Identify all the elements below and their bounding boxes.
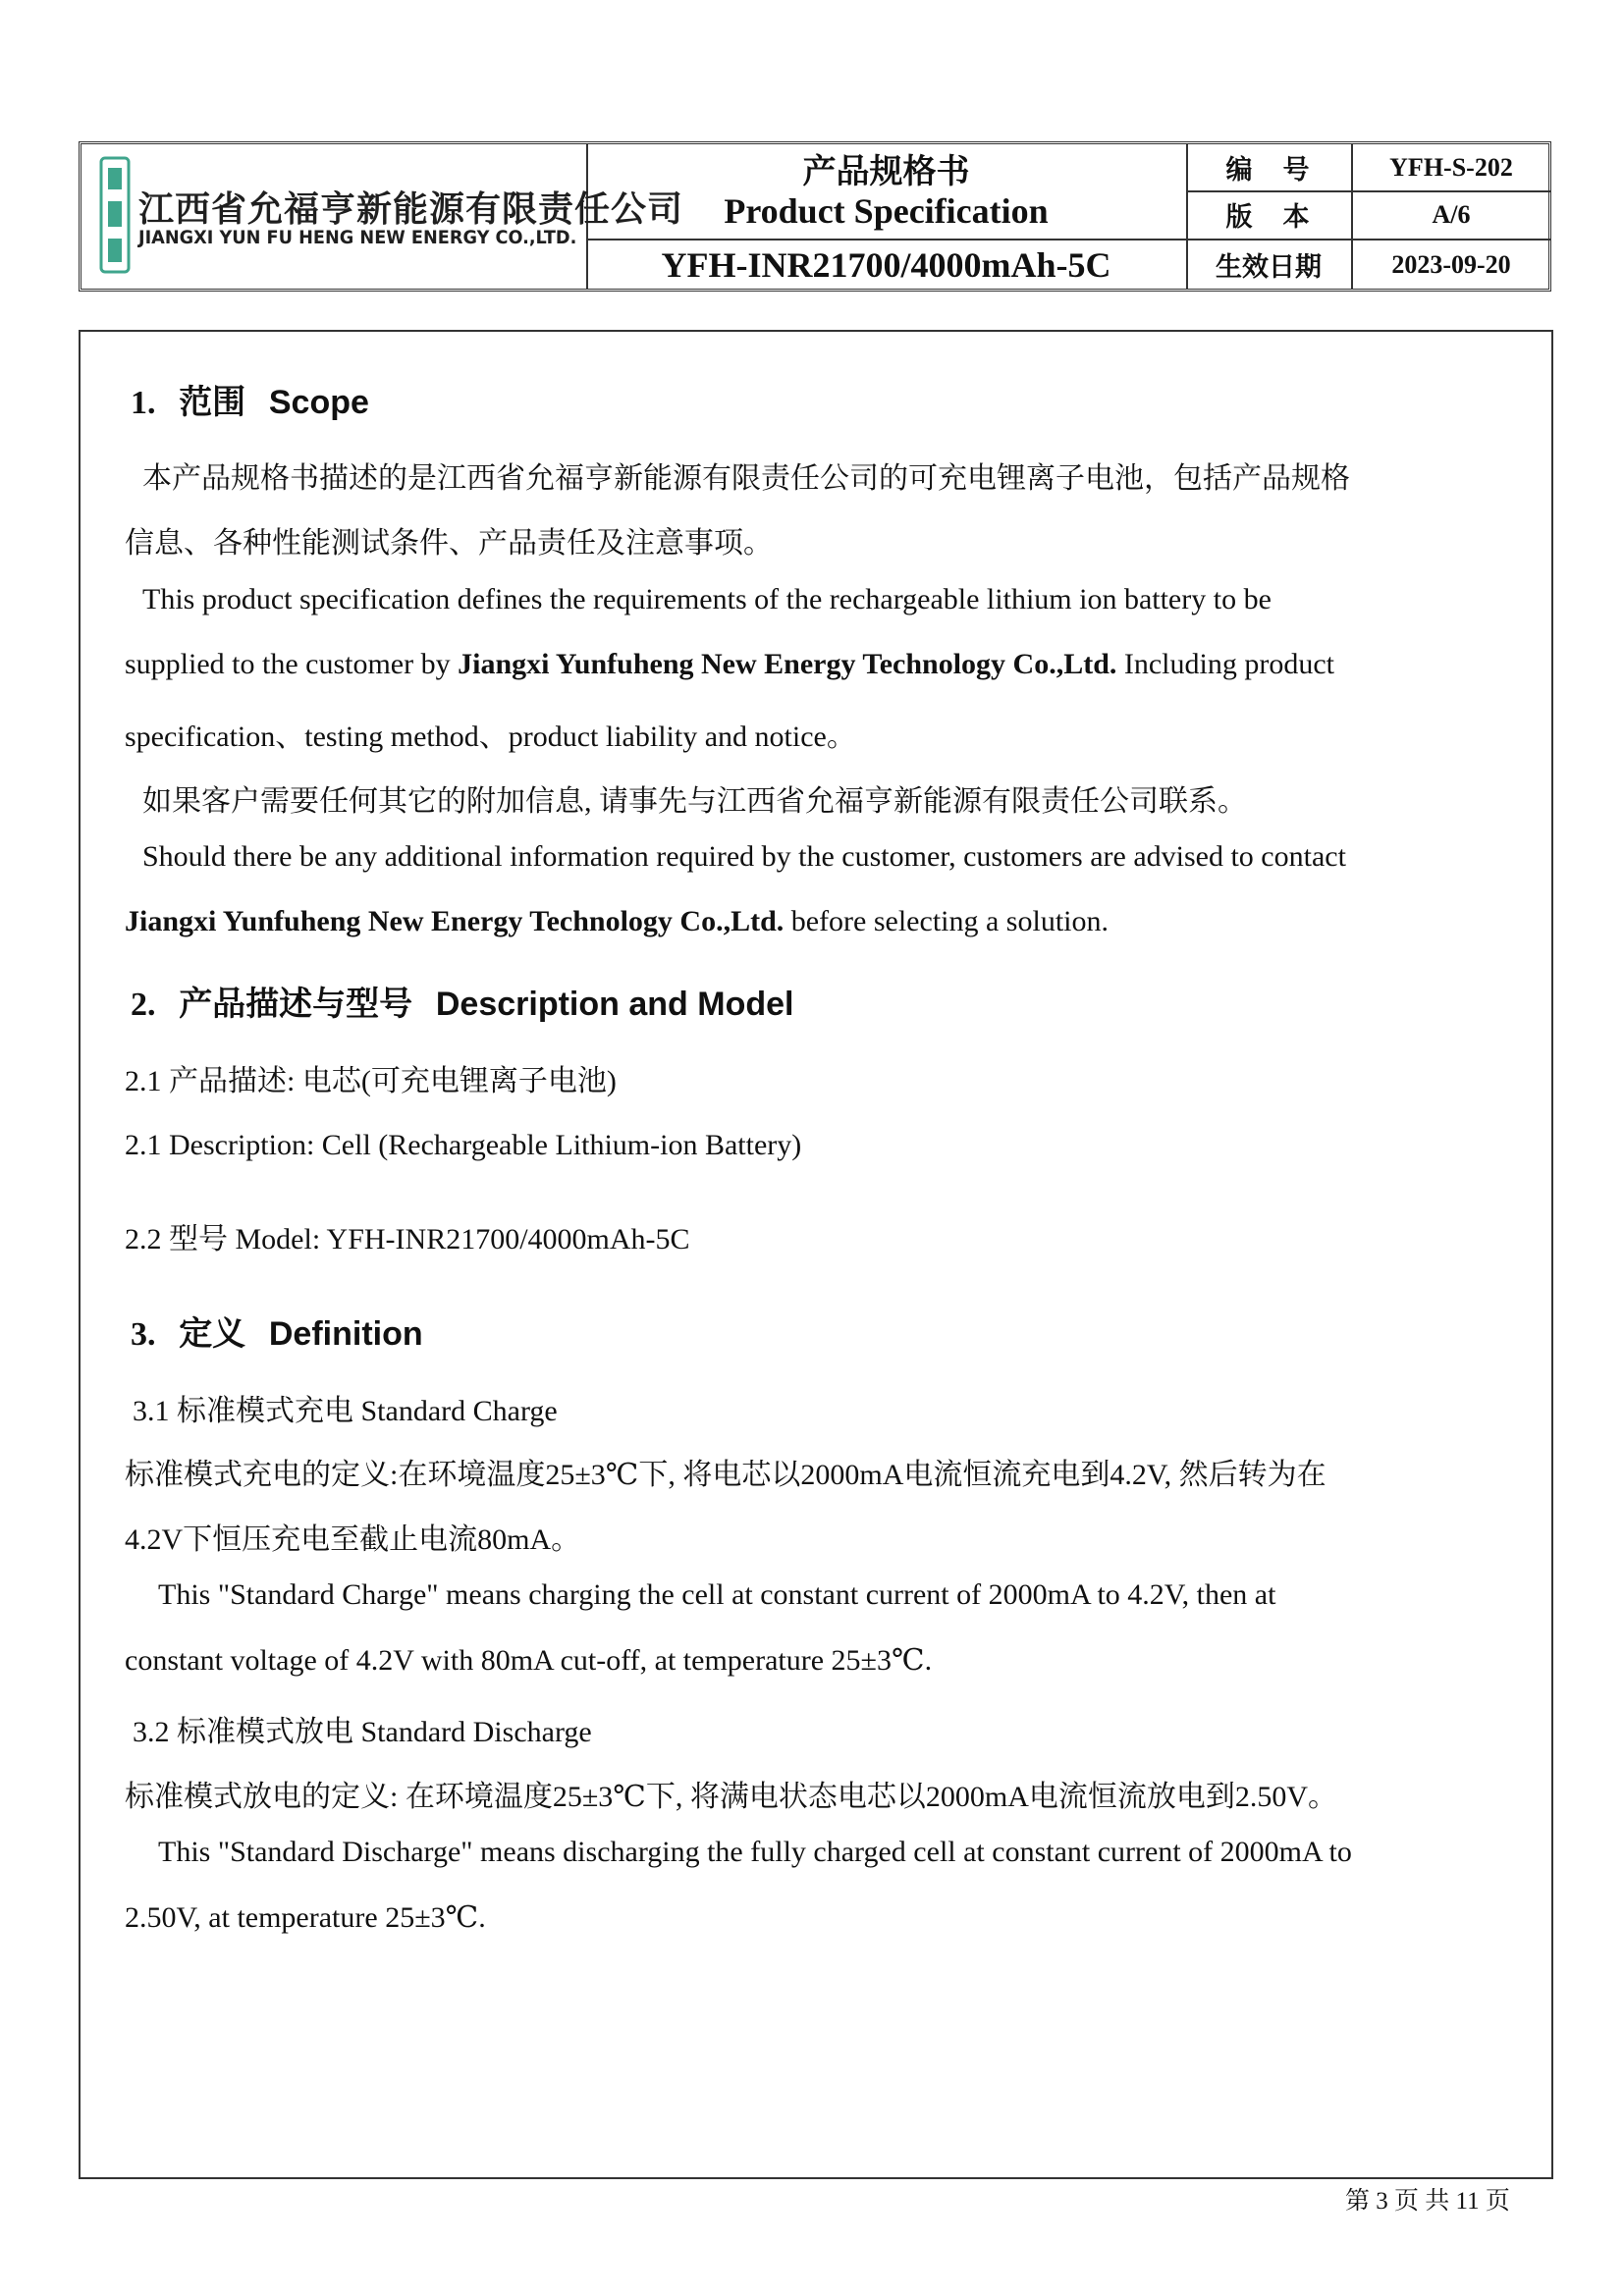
s3-sub1-line1: 标准模式充电的定义:在环境温度25±3℃下, 将电芯以2000mA电流恒流充电到4.2V, 然后转为在 xyxy=(125,1459,1326,1491)
meta-label-version: 版 本 xyxy=(1225,202,1312,233)
company-name-bold: Jiangxi Yunfuheng New Energy Technology Co.,Ltd. xyxy=(125,905,785,937)
section-2-heading: 2. 产品描述与型号 Description and Model xyxy=(131,985,794,1024)
s1-p2-line3: specification、testing method、product liability and notice。 xyxy=(125,721,856,753)
s1-p4-line1: Should there be any additional information required by the customer, customers are advised to contact xyxy=(142,840,1346,873)
s3-sub2-line3: 2.50V, at temperature 25±3℃. xyxy=(125,1901,486,1934)
s3-sub2-line1: 标准模式放电的定义: 在环境温度25±3℃下, 将满电状态电芯以2000mA电流恒流放电到2.50V。 xyxy=(125,1781,1338,1813)
model-number: YFH-INR21700/4000mAh-5C xyxy=(661,244,1111,285)
section-3-heading: 3. 定义 Definition xyxy=(131,1314,423,1354)
s1-p2-line2: supplied to the customer by Jiangxi Yunfuheng New Energy Technology Co.,Ltd. Including product xyxy=(125,648,1334,680)
s1-p2-line1: This product specification defines the requirements of the rechargeable lithium ion battery to be xyxy=(142,583,1272,615)
s3-sub2-line2: This "Standard Discharge" means discharging the fully charged cell at constant current of 2000mA to xyxy=(158,1836,1352,1868)
company-name-bold: Jiangxi Yunfuheng New Energy Technology Co.,Ltd. xyxy=(458,648,1117,680)
company-name-cn: 江西省允福亨新能源有限责任公司 xyxy=(138,189,684,230)
s3-sub1-line3: This "Standard Charge" means charging the cell at constant current of 2000mA to 4.2V, then at xyxy=(158,1578,1276,1611)
s3-sub1-line4: constant voltage of 4.2V with 80mA cut-off, at temperature 25±3℃. xyxy=(125,1644,933,1677)
meta-value-date: 2023-09-20 xyxy=(1391,249,1511,279)
meta-value-code: YFH-S-202 xyxy=(1389,152,1513,182)
section-1-heading: 1. 范围 Scope xyxy=(131,383,369,422)
document-header xyxy=(79,141,1551,292)
doc-title-en: Product Specification xyxy=(724,191,1049,231)
meta-label-date: 生效日期 xyxy=(1216,252,1322,283)
doc-title-cn: 产品规格书 xyxy=(802,152,970,191)
s2-line2: 2.1 Description: Cell (Rechargeable Lithium-ion Battery) xyxy=(125,1129,802,1161)
s3-sub1-heading: 3.1 标准模式充电 Standard Charge xyxy=(133,1395,558,1427)
doc-title xyxy=(586,144,1186,239)
s2-line1: 2.1 产品描述: 电芯(可充电锂离子电池) xyxy=(125,1065,617,1097)
s1-p1-line1: 本产品规格书描述的是江西省允福亨新能源有限责任公司的可充电锂离子电池，包括产品规格 xyxy=(142,462,1350,495)
s1-p4-line2: Jiangxi Yunfuheng New Energy Technology Co.,Ltd. before selecting a solution. xyxy=(125,905,1109,937)
s3-sub1-line2: 4.2V下恒压充电至截止电流80mA。 xyxy=(125,1523,581,1556)
company-name-en: JIANGXI YUN FU HENG NEW ENERGY CO.,LTD. xyxy=(138,227,577,248)
s3-sub2-heading: 3.2 标准模式放电 Standard Discharge xyxy=(133,1716,592,1748)
s1-p3-line1: 如果客户需要任何其它的附加信息, 请事先与江西省允福亨新能源有限责任公司联系。 xyxy=(142,785,1247,818)
page-number: 第 3 页 共 11 页 xyxy=(1345,2188,1510,2215)
s1-p1-line2: 信息、各种性能测试条件、产品责任及注意事项。 xyxy=(125,527,773,560)
meta-label-code: 编 号 xyxy=(1225,155,1312,186)
company-logo-icon xyxy=(99,156,131,274)
meta-value-version: A/6 xyxy=(1432,199,1471,229)
s2-line3: 2.2 型号 Model: YFH-INR21700/4000mAh-5C xyxy=(125,1223,690,1255)
